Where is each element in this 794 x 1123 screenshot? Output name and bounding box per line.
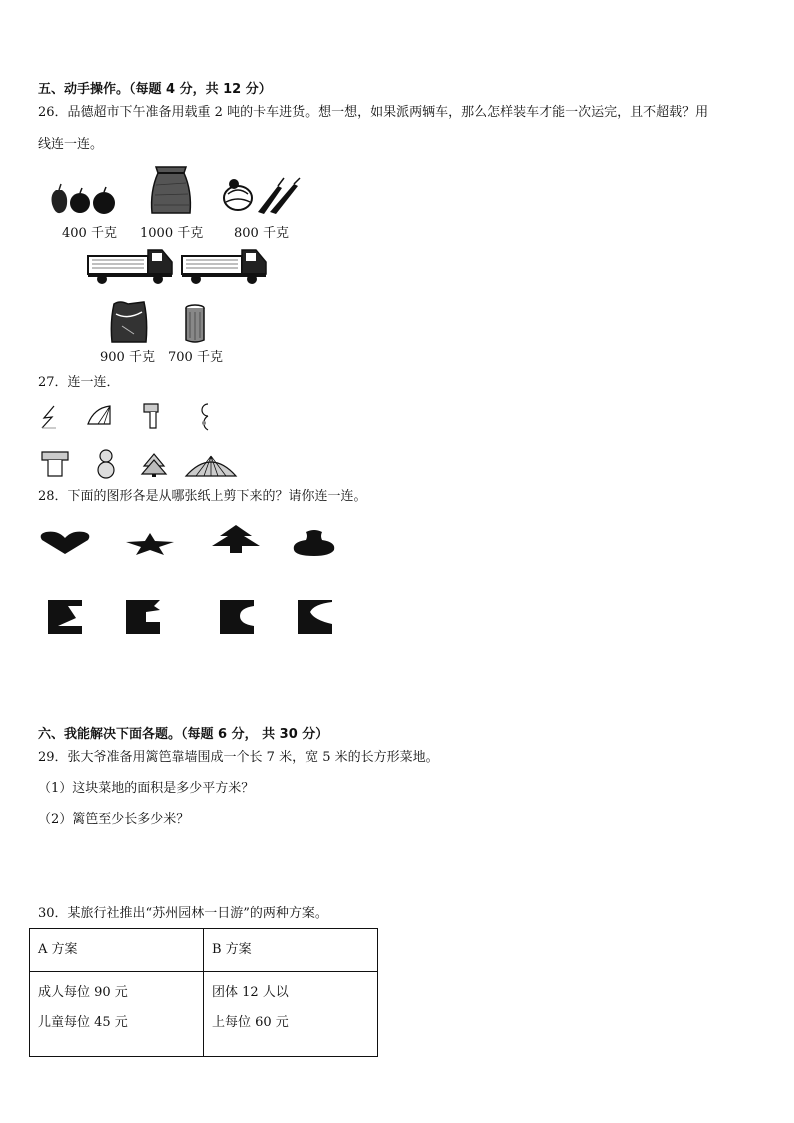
plans-table <box>29 928 378 1057</box>
truck-icon <box>86 246 174 286</box>
half-umbrella-icon <box>86 404 114 428</box>
heart-icon <box>38 530 92 556</box>
half-lightning-icon <box>40 404 58 430</box>
vegetable-weight-label: 800 千克 <box>234 226 289 241</box>
q26-text-line1: 26．品德超市下午准备用载重 2 吨的卡车进货。想一想，如果派两辆车，那么怎样装车才能一次运完，且不超载？用 <box>38 105 709 120</box>
q29-sub1: （1）这块菜地的面积是多少平方米？ <box>38 781 255 796</box>
cut-paper-1-icon <box>46 598 84 636</box>
barrel-icon <box>184 304 206 344</box>
fruit-icon <box>46 180 126 216</box>
snowman-icon <box>94 448 118 480</box>
cut-paper-3-icon <box>218 598 256 636</box>
cut-paper-4-icon <box>296 598 334 636</box>
q27-text: 27．连一连． <box>38 375 120 390</box>
q28-text: 28．下面的图形各是从哪张纸上剪下来的？请你连一连。 <box>38 489 367 504</box>
sack-icon <box>146 165 198 215</box>
vegetable-icon <box>220 176 302 216</box>
star-icon <box>124 532 176 556</box>
table-header-b: B 方案 <box>204 929 378 972</box>
q29-sub2: （2）篱笆至少长多少米？ <box>38 812 190 827</box>
blob-icon <box>292 528 336 556</box>
section-6-title: 六、我能解决下面各题。（每题 6 分， 共 30 分） <box>38 727 329 742</box>
section-5-title: 五、动手操作。（每题 4 分，共 12 分） <box>38 82 272 97</box>
plan-a-child-price: 儿童每位 45 元 <box>38 1015 128 1030</box>
barrel-weight-label: 700 千克 <box>168 350 223 365</box>
plan-a-adult-price: 成人每位 90 元 <box>38 985 128 1000</box>
arrow-tree-icon <box>208 524 264 554</box>
table-row <box>30 972 378 1057</box>
table-header-a: A 方案 <box>30 929 204 972</box>
truck-icon <box>180 246 268 286</box>
q29-text: 29．张大爷准备用篱笆靠墙围成一个长 7 米，宽 5 米的长方形菜地。 <box>38 750 439 765</box>
cut-paper-2-icon <box>124 598 162 636</box>
table-cell-a <box>30 972 204 1057</box>
half-snowman-icon <box>196 402 210 432</box>
q26-text-line2: 线连一连。 <box>38 137 104 152</box>
sack-weight-label: 1000 千克 <box>140 226 204 241</box>
small-sack-icon <box>108 300 150 344</box>
small-sack-weight-label: 900 千克 <box>100 350 155 365</box>
house-icon <box>40 450 70 478</box>
tree-icon <box>140 452 168 478</box>
plan-b-group-line1: 团体 12 人以 <box>212 985 289 1000</box>
table-cell-b <box>204 972 378 1057</box>
half-house-icon <box>142 402 160 430</box>
fruit-weight-label: 400 千克 <box>62 226 117 241</box>
table-row <box>30 929 378 972</box>
umbrella-icon <box>184 454 238 478</box>
q30-text: 30．某旅行社推出“苏州园林一日游”的两种方案。 <box>38 906 328 921</box>
plan-b-group-line2: 上每位 60 元 <box>212 1015 289 1030</box>
